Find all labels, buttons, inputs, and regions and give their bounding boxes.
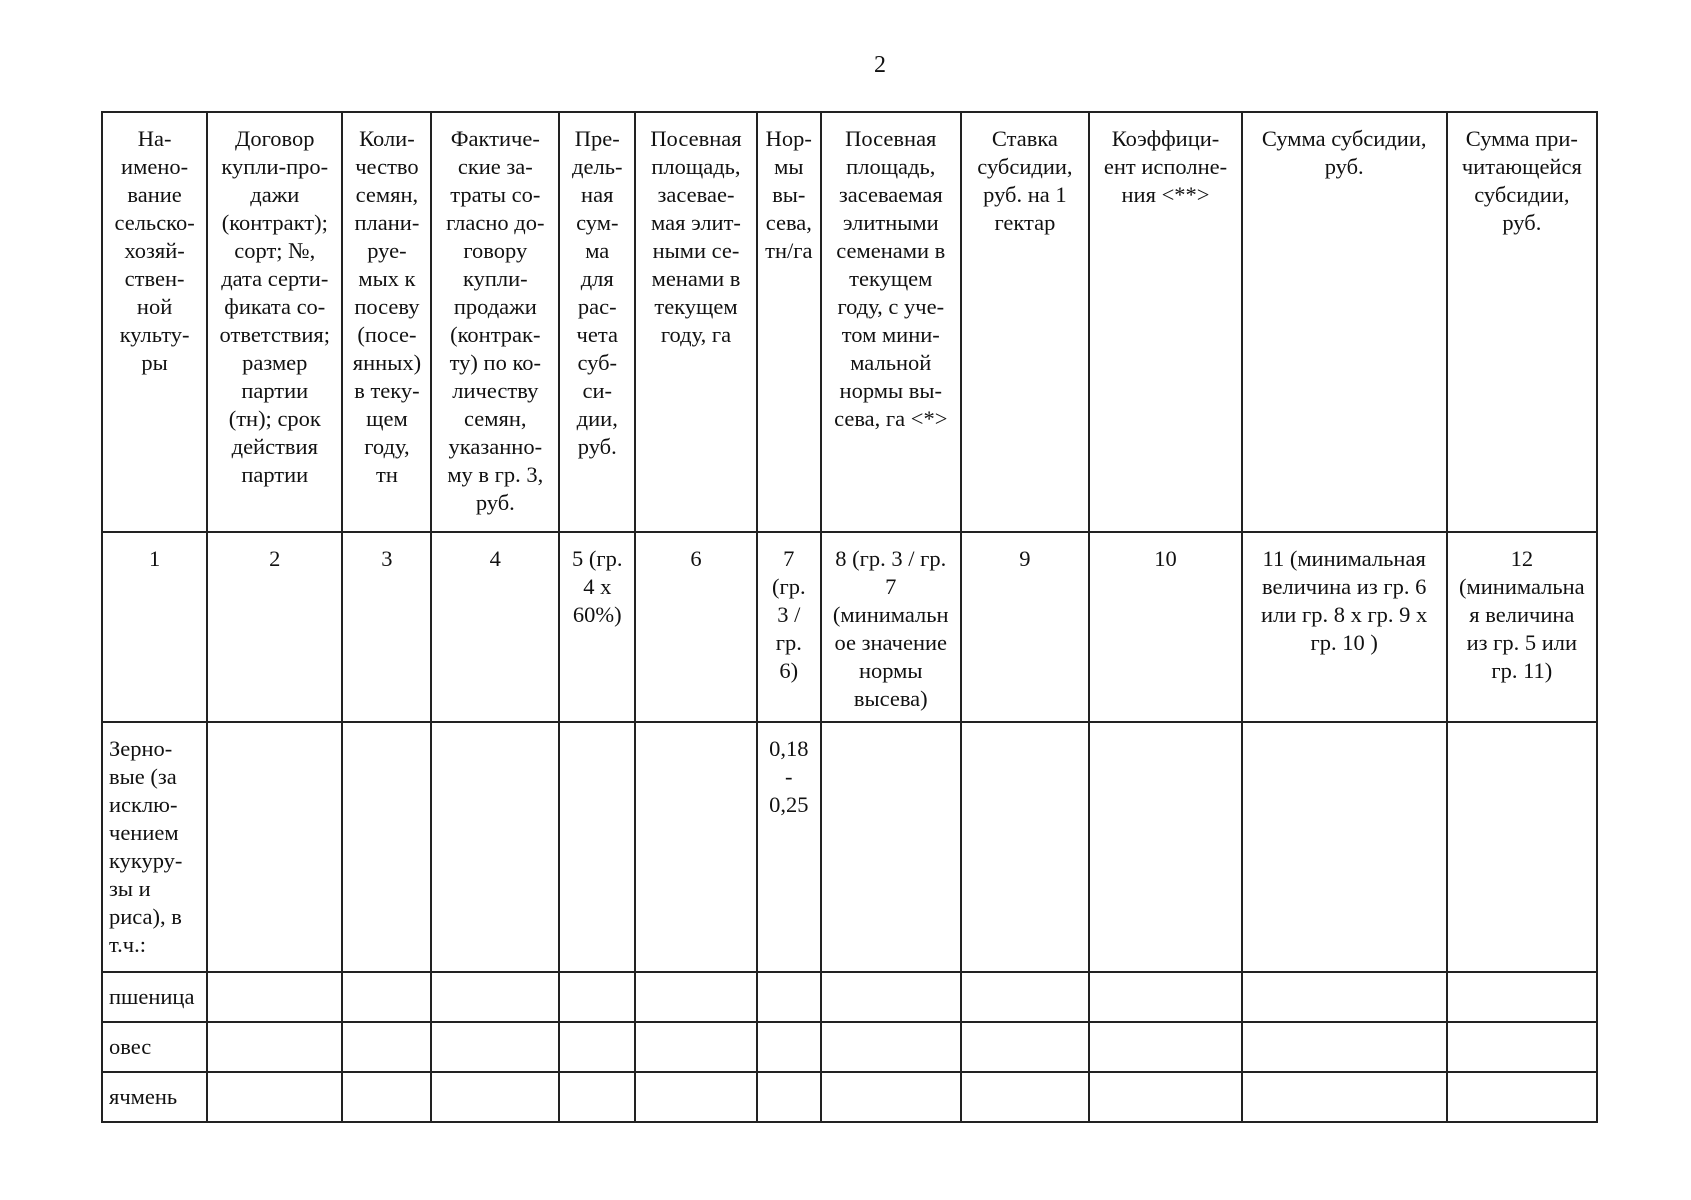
table-cell [635, 972, 756, 1022]
table-cell [1447, 722, 1597, 972]
table-cell [635, 1022, 756, 1072]
table-cell [207, 1022, 342, 1072]
column-number: 1 [102, 532, 207, 722]
table-row-grain [102, 722, 1597, 972]
table-cell [821, 1022, 961, 1072]
header-max-amount: Пре- дель- ная сум- ма для рас- чета суб- си- дии, руб. [559, 112, 635, 532]
table-cell [635, 722, 756, 972]
subsidy-calculation-table [101, 111, 1598, 1123]
column-number: 11 (минимальная величина из гр. 6 или гр. 8 х гр. 9 х гр. 10 ) [1242, 532, 1447, 722]
table-cell [1447, 972, 1597, 1022]
table-cell [207, 1072, 342, 1122]
header-seeding-norm: Нор- мы вы- сева, тн/га [757, 112, 821, 532]
table-cell [757, 1022, 821, 1072]
table-cell [431, 1072, 559, 1122]
table-row-oats [102, 1022, 1597, 1072]
table-cell [1447, 1072, 1597, 1122]
table-cell [1089, 1072, 1241, 1122]
table-cell [1089, 1022, 1241, 1072]
table-cell [431, 972, 559, 1022]
table-cell [821, 972, 961, 1022]
header-performance-coefficient: Коэффици- ент исполне- ния <**> [1089, 112, 1241, 532]
table-cell [207, 972, 342, 1022]
table-cell [342, 722, 431, 972]
table-cell [821, 1072, 961, 1122]
page-number: 2 [874, 52, 886, 78]
table-cell [1242, 1022, 1447, 1072]
column-number-row [102, 532, 1597, 722]
table-cell [961, 1022, 1090, 1072]
header-actual-costs: Фактиче- ские за- траты со- гласно до- говору купли- продажи (контрак- ту) по ко- личеству семян, указанно- му в гр. 3, руб. [431, 112, 559, 532]
table-cell [635, 1072, 756, 1122]
column-number: 10 [1089, 532, 1241, 722]
table-cell [1242, 1072, 1447, 1122]
row-label: Зерно- вые (за исклю- чением кукуру- зы и риса), в т.ч.: [102, 722, 207, 972]
table-cell [207, 722, 342, 972]
table-cell [1089, 722, 1241, 972]
column-number: 9 [961, 532, 1090, 722]
table-cell [431, 1022, 559, 1072]
table-cell [961, 972, 1090, 1022]
column-number: 12 (минимальна я величина из гр. 5 или гр. 11) [1447, 532, 1597, 722]
header-sown-area-min-norm: Посевная площадь, засеваемая элитными семенами в текущем году, с уче- том мини- мальной нормы вы- сева, га <*> [821, 112, 961, 532]
column-number: 6 [635, 532, 756, 722]
header-contract: Договор купли-про- дажи (контракт); сорт; №, дата серти- фиката со- ответствия; размер партии (тн); срок действия партии [207, 112, 342, 532]
header-crop-name: На- имено- вание сельско- хозяй- ствен- ной культу- ры [102, 112, 207, 532]
table-cell [559, 972, 635, 1022]
table-cell [559, 1072, 635, 1122]
header-row [102, 112, 1597, 532]
header-sown-area: Посевная площадь, засевае- мая элит- ными се- менами в текущем году, га [635, 112, 756, 532]
seeding-norm-value: 0,18 - 0,25 [757, 722, 821, 972]
column-number: 2 [207, 532, 342, 722]
table-cell [757, 1072, 821, 1122]
column-number: 7 (гр. 3 / гр. 6) [757, 532, 821, 722]
column-number: 5 (гр. 4 х 60%) [559, 532, 635, 722]
row-label: ячмень [102, 1072, 207, 1122]
table-cell [757, 972, 821, 1022]
row-label: овес [102, 1022, 207, 1072]
table-cell [1089, 972, 1241, 1022]
table-cell [1242, 972, 1447, 1022]
table-cell [961, 722, 1090, 972]
column-number: 8 (гр. 3 / гр. 7 (минимальн ое значение нормы высева) [821, 532, 961, 722]
table-cell [1447, 1022, 1597, 1072]
table-cell [431, 722, 559, 972]
table-cell [342, 1022, 431, 1072]
table-cell [961, 1072, 1090, 1122]
column-number: 4 [431, 532, 559, 722]
header-due-subsidy-amount: Сумма при- читающейся субсидии, руб. [1447, 112, 1597, 532]
column-number: 3 [342, 532, 431, 722]
header-subsidy-amount: Сумма субсидии, руб. [1242, 112, 1447, 532]
table-cell [559, 722, 635, 972]
table-cell [821, 722, 961, 972]
table-row-wheat [102, 972, 1597, 1022]
table-cell [1242, 722, 1447, 972]
table-cell [342, 972, 431, 1022]
header-seed-quantity: Коли- чество семян, плани- руе- мых к посеву (посе- янных) в теку- щем году, тн [342, 112, 431, 532]
table-row-barley [102, 1072, 1597, 1122]
table-cell [342, 1072, 431, 1122]
row-label: пшеница [102, 972, 207, 1022]
header-subsidy-rate: Ставка субсидии, руб. на 1 гектар [961, 112, 1090, 532]
table-cell [559, 1022, 635, 1072]
